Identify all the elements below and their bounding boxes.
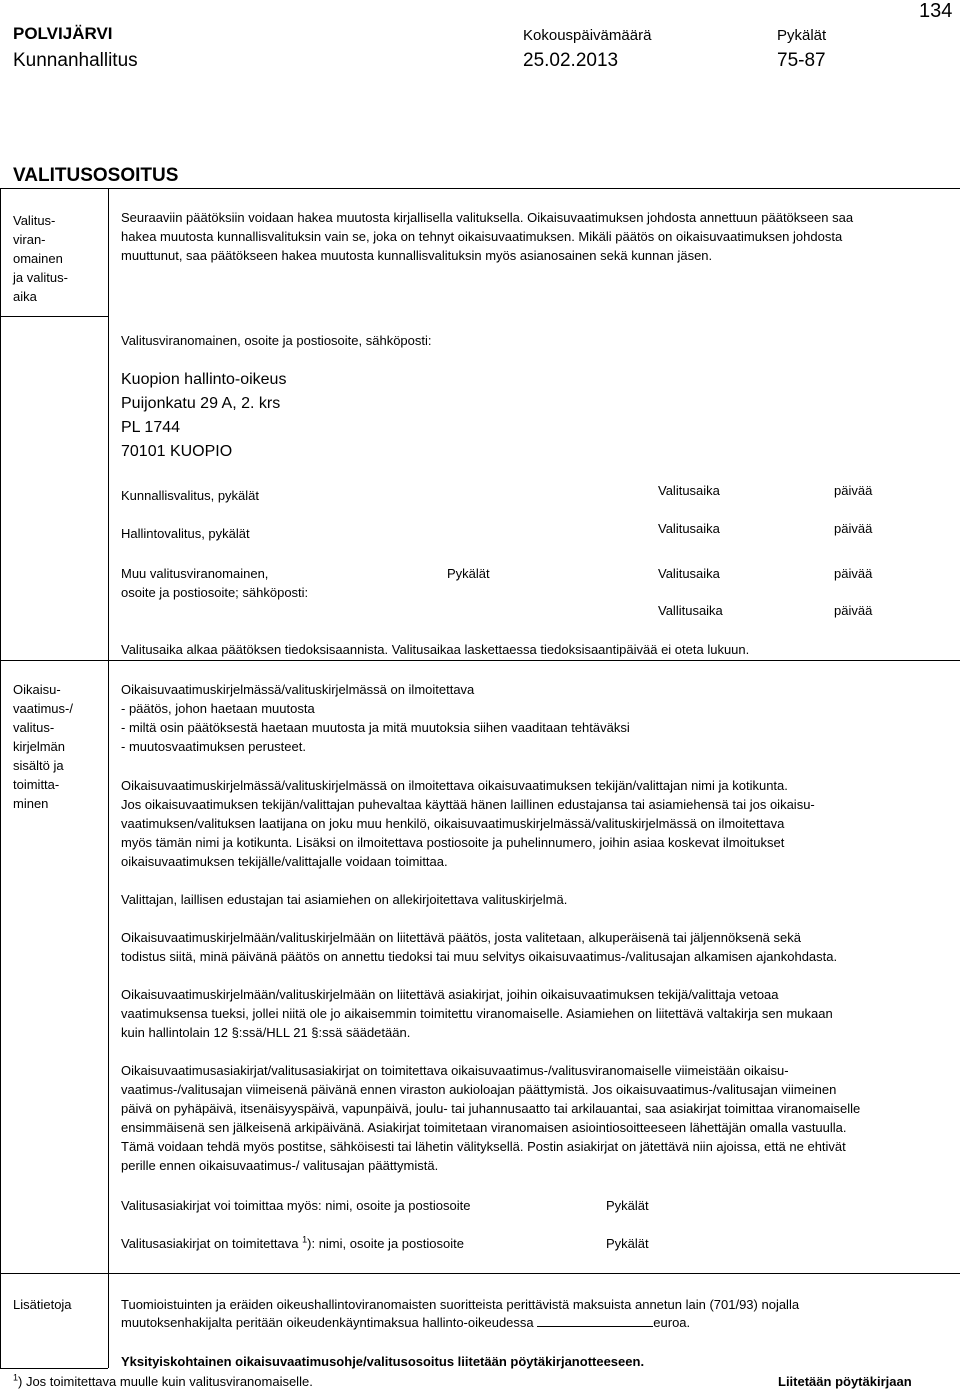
meeting-date-value: 25.02.2013 xyxy=(523,50,619,71)
footnote: $^1$) Jos toimitettava muulle kuin valitusviranomaiselle. xyxy=(13,1372,313,1389)
delivery-alternative-label: Valitusasiakirjat voi toimittaa myös: nimi, osoite ja postiosoite xyxy=(121,1198,471,1213)
paragraph-supporting-documents: Oikaisuvaatimuskirjelmään/valituskirjelmään on liitettävä asiakirjat, joihin oikaisuvaatimuksen tekijä/valittaja vetoaa vaatimuksensa tueksi, jollei niitä ole jo aikaisemmin toimitettu viranomaiselle. Asiamiehen on liitettävä valtakirja sen mukaan kuin hallintolain 12 §:ssä/HLL 21 §:ssä säädetään. xyxy=(121,987,833,1040)
other-authority-label-1: Muu valitusviranomainen, xyxy=(121,566,269,581)
paragraph-signature: Valittajan, laillisen edustajan tai asiamiehen on allekirjoitettava valituskirjelmä. xyxy=(121,892,568,907)
meeting-date-label: Kokouspäivämäärä xyxy=(523,27,652,44)
border-left xyxy=(0,188,1,1368)
other-authority-unit-2: päivää xyxy=(834,603,873,618)
municipal-appeal-label: Kunnallisvalitus, pykälät xyxy=(121,488,260,503)
items-value: 75-87 xyxy=(777,50,826,71)
fee-amount-blank xyxy=(537,1313,653,1327)
paragraph-appellant-info: Oikaisuvaatimuskirjelmässä/valituskirjelmässä on ilmoitettava oikaisuvaatimuksen tekijän/valittajan nimi ja kotikunta. Jos oikaisuvaatimuksen tekijän/valittajan puhevaltaa käyttää hänen laillinen edustajansa tai asiamiehensä tai jos oikaisu- vaatimuksen/valituksen laatijana on joku muu henkilö, oikaisuvaatimuskirjelmässä/valituskirjelmässä on ilmoitettava myös tämän nimi ja kotikunta. Lisäksi on ilmoitettava postiosoite ja puhelinnumero, joihin asiaa koskevat ilmoitukset oikaisuvaatimuksen tekijälle/valittajalle voidaan toimittaa. xyxy=(121,778,815,869)
admin-appeal-unit: päivää xyxy=(834,521,873,536)
authority-address: Kuopion hallinto-oikeus Puijonkatu 29 A, 2. krs PL 1744 70101 KUOPIO xyxy=(121,371,287,460)
fee-note-line-1: Tuomioistuinten ja eräiden oikeushallintoviranomaisten suoritteista perittävistä maksuista annetun lain (701/93) nojalla xyxy=(121,1297,800,1312)
intro-paragraph: Seuraaviin päätöksiin voidaan hakea muutosta kirjallisella valituksella. Oikaisuvaatimuksen johdosta annettuun päätökseen saa hakea muutosta kunnallisvalituksin vain se, joka on tehnyt oikaisuvaatimuksen. Mikäli päätös on oikaisuvaatimuksen johdosta muuttunut, saa päätökseen hakea muutosta kunnallisvalituksin myös asianosainen sekä kunnan jäsen. xyxy=(121,210,854,263)
divider-section-3 xyxy=(0,1273,960,1274)
admin-appeal-label: Hallintovalitus, pykälät xyxy=(121,526,250,541)
appeal-period-note: Valitusaika alkaa päätöksen tiedoksisaannista. Valitusaikaa laskettaessa tiedoksisaantipäivää ei oteta lukuun. xyxy=(121,642,750,657)
municipality-name: POLVIJÄRVI xyxy=(13,24,113,43)
other-authority-period-2: Vallitusaika xyxy=(658,603,723,618)
other-authority-period-1: Valitusaika xyxy=(658,566,720,581)
side-label-additional-info: Lisätietoja xyxy=(13,1297,72,1312)
delivery-required-items: Pykälät xyxy=(606,1236,649,1251)
other-authority-unit-1: päivää xyxy=(834,566,873,581)
body-name: Kunnanhallitus xyxy=(13,50,138,71)
page-number: 134 xyxy=(919,0,953,22)
municipal-appeal-period: Valitusaika xyxy=(658,483,720,498)
divider-bottom xyxy=(0,1368,108,1369)
divider-section-2 xyxy=(0,660,960,661)
paragraph-delivery-deadline: Oikaisuvaatimusasiakirjat/valitusasiakirjat on toimitettava oikaisuvaatimus-/valitusviranomaiselle viimeistään oikaisu- vaatimus-/valitusajan viimeisenä päivänä ennen viraston aukioloajan päättymistä. Jos oikaisuvaatimus-/valitusajan viimeinen päivä on pyhäpäivä, itsenäisyyspäivä, vapunpäivä, joulu- tai juhannusaatto tai arkilauantai, saa asiakirjat toimittaa viranomaiselle ensimmäisenä sen jälkeisenä arkipäivänä. Asiakirjat toimitetaan viranomaisen asiointiosoitteeseen lähettäjän omalla vastuulla. Tämä voidaan tehdä myös postitse, sähköisesti tai lähetin välityksellä. Postin asiakirjat on jätettävä niin ajoissa, että ne ehtivät perille ennen oikaisuvaatimus-/ valitusajan päättymistä. xyxy=(121,1063,861,1173)
divider-side-1 xyxy=(0,316,108,317)
column-separator xyxy=(108,188,109,1368)
detailed-instructions-note: Yksityiskohtainen oikaisuvaatimusohje/valitusosoitus liitetään pöytäkirjanotteeseen. xyxy=(121,1354,645,1369)
side-label-appeal-content: Oikaisu- vaatimus-/ valitus- kirjelmän sisältö ja toimitta- minen xyxy=(13,682,73,811)
paragraph-attachments: Oikaisuvaatimuskirjelmään/valituskirjelmään on liitettävä päätös, josta valitetaan, alkuperäisenä tai jäljennöksenä sekä todistus siitä, minä päivänä päätös on annettu tiedoksi tai muu selvitys oikaisuvaatimus-/valitusajan alkamisen ajankohdasta. xyxy=(121,930,838,964)
divider-top xyxy=(0,188,960,189)
admin-appeal-period: Valitusaika xyxy=(658,521,720,536)
other-authority-items: Pykälät xyxy=(447,566,490,581)
document-title: VALITUSOSOITUS xyxy=(13,165,179,186)
paragraph-required-contents: Oikaisuvaatimuskirjelmässä/valituskirjelmässä on ilmoitettava - päätös, johon haetaan muutosta - miltä osin päätöksestä haetaan muutosta ja mitä muutoksia siihen vaaditaan tehtäväksi - muutosvaatimuksen perusteet. xyxy=(121,682,630,754)
fee-note-line-2: muutoksenhakijalta peritään oikeudenkäyntimaksua hallinto-oikeudessa euroa. xyxy=(121,1315,691,1330)
other-authority-label-2: osoite ja postiosoite; sähköposti: xyxy=(121,585,309,600)
items-label: Pykälät xyxy=(777,27,827,44)
municipal-appeal-unit: päivää xyxy=(834,483,873,498)
authority-label: Valitusviranomainen, osoite ja postiosoite, sähköposti: xyxy=(121,333,432,348)
delivery-alternative-items: Pykälät xyxy=(606,1198,649,1213)
attached-note: Liitetään pöytäkirjaan xyxy=(778,1374,912,1389)
delivery-required-label: Valitusasiakirjat on toimitettava $^1$): nimi, osoite ja postiosoite xyxy=(121,1234,464,1251)
side-label-appeal-authority: Valitus- viran- omainen ja valitus- aika xyxy=(13,213,68,304)
